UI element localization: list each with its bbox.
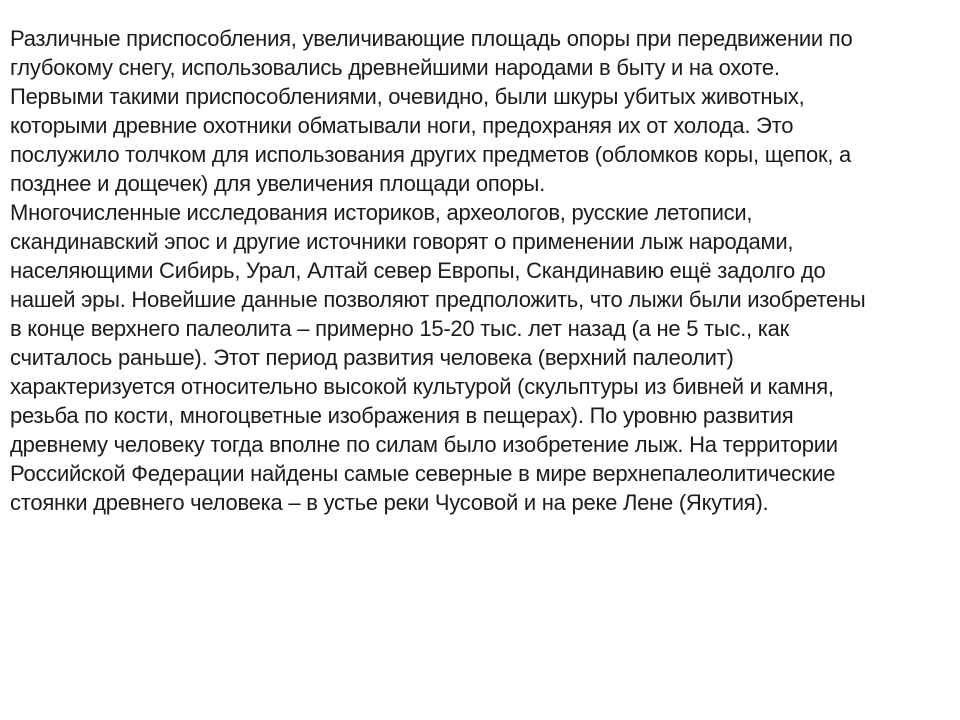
text-line: Российской Федерации найдены самые северные в мире верхнепалеолитические: [10, 461, 836, 486]
text-line: скандинавский эпос и другие источники говорят о применении лыж народами,: [10, 229, 794, 254]
text-line: Многочисленные исследования историков, археологов, русские летописи,: [10, 200, 753, 225]
text-line: глубокому снегу, использовались древнейшими народами в быту и на охоте.: [10, 55, 780, 80]
text-line: резьба по кости, многоцветные изображения в пещерах). По уровню развития: [10, 403, 794, 428]
text-line: послужило толчком для использования других предметов (обломков коры, щепок, а: [10, 142, 852, 167]
text-line: нашей эры. Новейшие данные позволяют предположить, что лыжи были изобретены: [10, 287, 866, 312]
body-text: [10, 24, 954, 517]
text-line: позднее и дощечек) для увеличения площади опоры.: [10, 171, 545, 196]
text-line: которыми древние охотники обматывали ноги, предохраняя их от холода. Это: [10, 113, 794, 138]
text-line: считалось раньше). Этот период развития человека (верхний палеолит): [10, 345, 734, 370]
text-line: Различные приспособления, увеличивающие площадь опоры при передвижении по: [10, 26, 853, 51]
text-line: в конце верхнего палеолита – примерно 15-20 тыс. лет назад (а не 5 тыс., как: [10, 316, 789, 341]
text-line: стоянки древнего человека – в устье реки Чусовой и на реке Лене (Якутия).: [10, 490, 769, 515]
text-line: населяющими Сибирь, Урал, Алтай север Европы, Скандинавию ещё задолго до: [10, 258, 826, 283]
text-line: Первыми такими приспособлениями, очевидно, были шкуры убитых животных,: [10, 84, 805, 109]
text-line: древнему человеку тогда вполне по силам было изобретение лыж. На территории: [10, 432, 838, 457]
text-line: характеризуется относительно высокой культурой (скульптуры из бивней и камня,: [10, 374, 834, 399]
